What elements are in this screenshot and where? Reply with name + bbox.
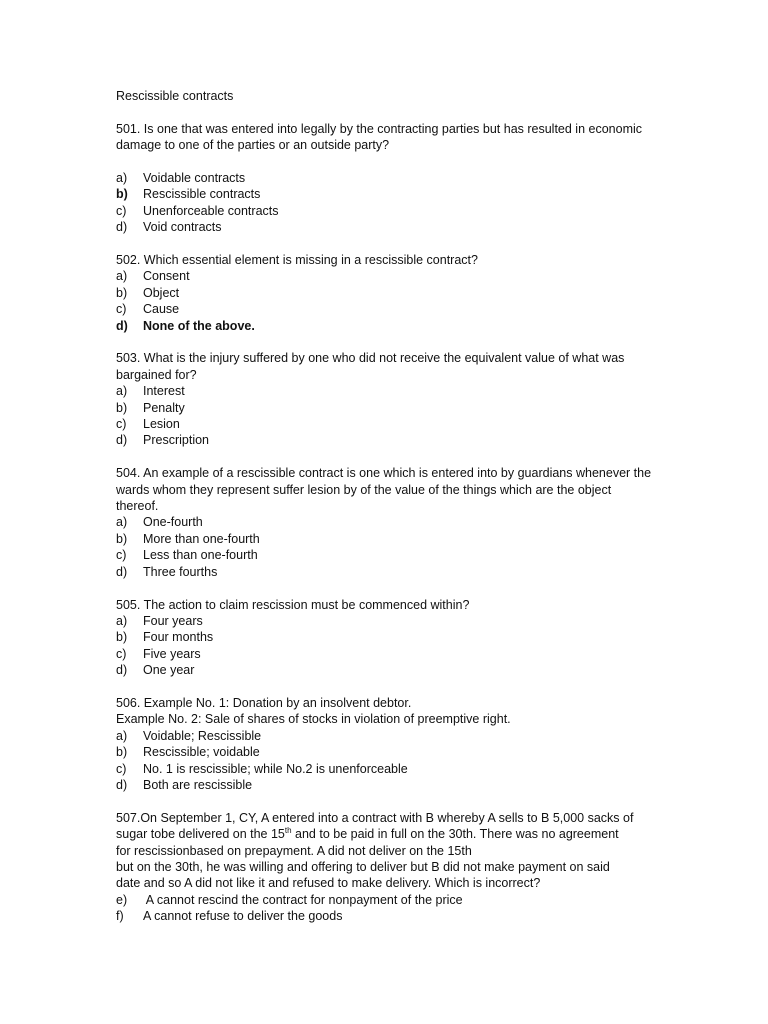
option-letter: c): [116, 761, 127, 776]
question-text: 502. Which essential element is missing in a rescissible contract?: [116, 253, 478, 268]
option-text: Four months: [143, 630, 214, 645]
question-502: [116, 252, 656, 334]
question-507: [116, 810, 656, 925]
option: [116, 514, 656, 530]
question-text: 504. An example of a rescissible contract is one which is entered into by guardians whenever the wards whom they represent suffer lesion by of the value of the things which are the object thereof.: [116, 466, 652, 514]
option-text: Four years: [143, 613, 203, 628]
option: [116, 777, 656, 793]
option-letter: a): [116, 613, 128, 628]
document-content: [116, 88, 656, 941]
option: [116, 728, 656, 744]
option-text: A cannot refuse to deliver the goods: [143, 909, 343, 924]
option-letter: e): [116, 892, 128, 907]
option: [116, 203, 656, 219]
option-letter: b): [116, 285, 128, 300]
option: [116, 629, 656, 645]
option-text: No. 1 is rescissible; while No.2 is unenforceable: [143, 761, 408, 776]
question-text-line: Example No. 2: Sale of shares of stocks in violation of preemptive right.: [116, 712, 511, 727]
option-letter: a): [116, 269, 128, 284]
question-501: [116, 121, 656, 236]
question-text-line: [116, 826, 656, 842]
option: [116, 318, 656, 334]
option-text: One-fourth: [143, 515, 203, 530]
option-text: Lesion: [143, 417, 180, 432]
option-text: Void contracts: [143, 220, 222, 235]
question-text: 505. The action to claim rescission must be commenced within?: [116, 597, 470, 612]
option: [116, 219, 656, 235]
option-letter: a): [116, 171, 128, 185]
option-text: Penalty: [143, 400, 185, 415]
option: [116, 186, 656, 202]
option-letter: c): [116, 646, 127, 661]
option-letter: b): [116, 630, 128, 645]
option-text: A cannot rescind the contract for nonpayment of the price: [143, 892, 463, 907]
option-letter: d): [116, 777, 128, 792]
question-text: 501. Is one that was entered into legally by the contracting parties but has resulted in economic damage to one of the parties or an outside party?: [116, 121, 643, 153]
option-letter: f): [116, 909, 124, 924]
line-text: sugar tobe delivered on the 15: [116, 827, 285, 842]
option: [116, 432, 656, 448]
option-text: Five years: [143, 646, 201, 661]
option: [116, 416, 656, 432]
option: [116, 908, 656, 924]
option-text: Less than one-fourth: [143, 548, 258, 563]
option-text: Interest: [143, 384, 185, 399]
document-title: Rescissible contracts: [116, 89, 234, 103]
option-text: Voidable contracts: [143, 171, 246, 185]
option: [116, 531, 656, 547]
option-letter: c): [116, 302, 127, 317]
option-letter: a): [116, 384, 128, 399]
option-letter: d): [116, 663, 128, 678]
option: [116, 268, 656, 284]
option-text: Rescissible; voidable: [143, 745, 260, 760]
option: [116, 547, 656, 563]
option-letter: c): [116, 548, 127, 563]
question-506: [116, 695, 656, 793]
option-letter: a): [116, 728, 128, 743]
option-letter: c): [116, 203, 127, 218]
option-text: Voidable; Rescissible: [143, 728, 262, 743]
option: [116, 892, 656, 908]
option: [116, 662, 656, 678]
option-letter: d): [116, 433, 128, 448]
option-letter: d): [116, 564, 128, 579]
question-text-line: for rescissionbased on prepayment. A did not deliver on the 15th: [116, 843, 472, 858]
option-text: One year: [143, 663, 195, 678]
option: [116, 564, 656, 580]
option-letter: c): [116, 417, 127, 432]
question-503: [116, 350, 656, 448]
option-letter: b): [116, 531, 128, 546]
question-text-line: 507.On September 1, CY, A entered into a contract with B whereby A sells to B 5,000 sacks of: [116, 810, 634, 825]
option: [116, 761, 656, 777]
option: [116, 285, 656, 301]
option-text: Consent: [143, 269, 190, 284]
option-text: Unenforceable contracts: [143, 203, 279, 218]
option: [116, 400, 656, 416]
option-text: Three fourths: [143, 564, 218, 579]
option: [116, 301, 656, 317]
option-text: Object: [143, 285, 180, 300]
option-letter: b): [116, 745, 128, 760]
option-letter: b): [116, 187, 128, 202]
option: [116, 383, 656, 399]
question-text: 503. What is the injury suffered by one who did not receive the equivalent value of what was bargained for?: [116, 351, 625, 382]
option-letter: d): [116, 220, 128, 235]
option-text: Both are rescissible: [143, 777, 253, 792]
question-text-line: but on the 30th, he was willing and offering to deliver but B did not make payment on said: [116, 859, 610, 874]
option-text: Rescissible contracts: [143, 187, 261, 202]
line-text: and to be paid in full on the 30th. There was no agreement: [291, 827, 619, 842]
option: [116, 613, 656, 629]
option-text: None of the above.: [143, 318, 255, 333]
option: [116, 646, 656, 662]
question-text-line: date and so A did not like it and refused to make delivery. Which is incorrect?: [116, 876, 541, 891]
option-text: Cause: [143, 302, 180, 317]
option-text: Prescription: [143, 433, 209, 448]
option-letter: b): [116, 400, 128, 415]
question-505: [116, 597, 656, 679]
question-504: [116, 465, 656, 580]
option-letter: d): [116, 318, 128, 333]
option-text: More than one-fourth: [143, 531, 260, 546]
option: [116, 744, 656, 760]
option: [116, 170, 656, 186]
ordinal-superscript: th: [284, 826, 292, 835]
option-letter: a): [116, 515, 128, 530]
question-text-line: 506. Example No. 1: Donation by an insolvent debtor.: [116, 695, 412, 710]
